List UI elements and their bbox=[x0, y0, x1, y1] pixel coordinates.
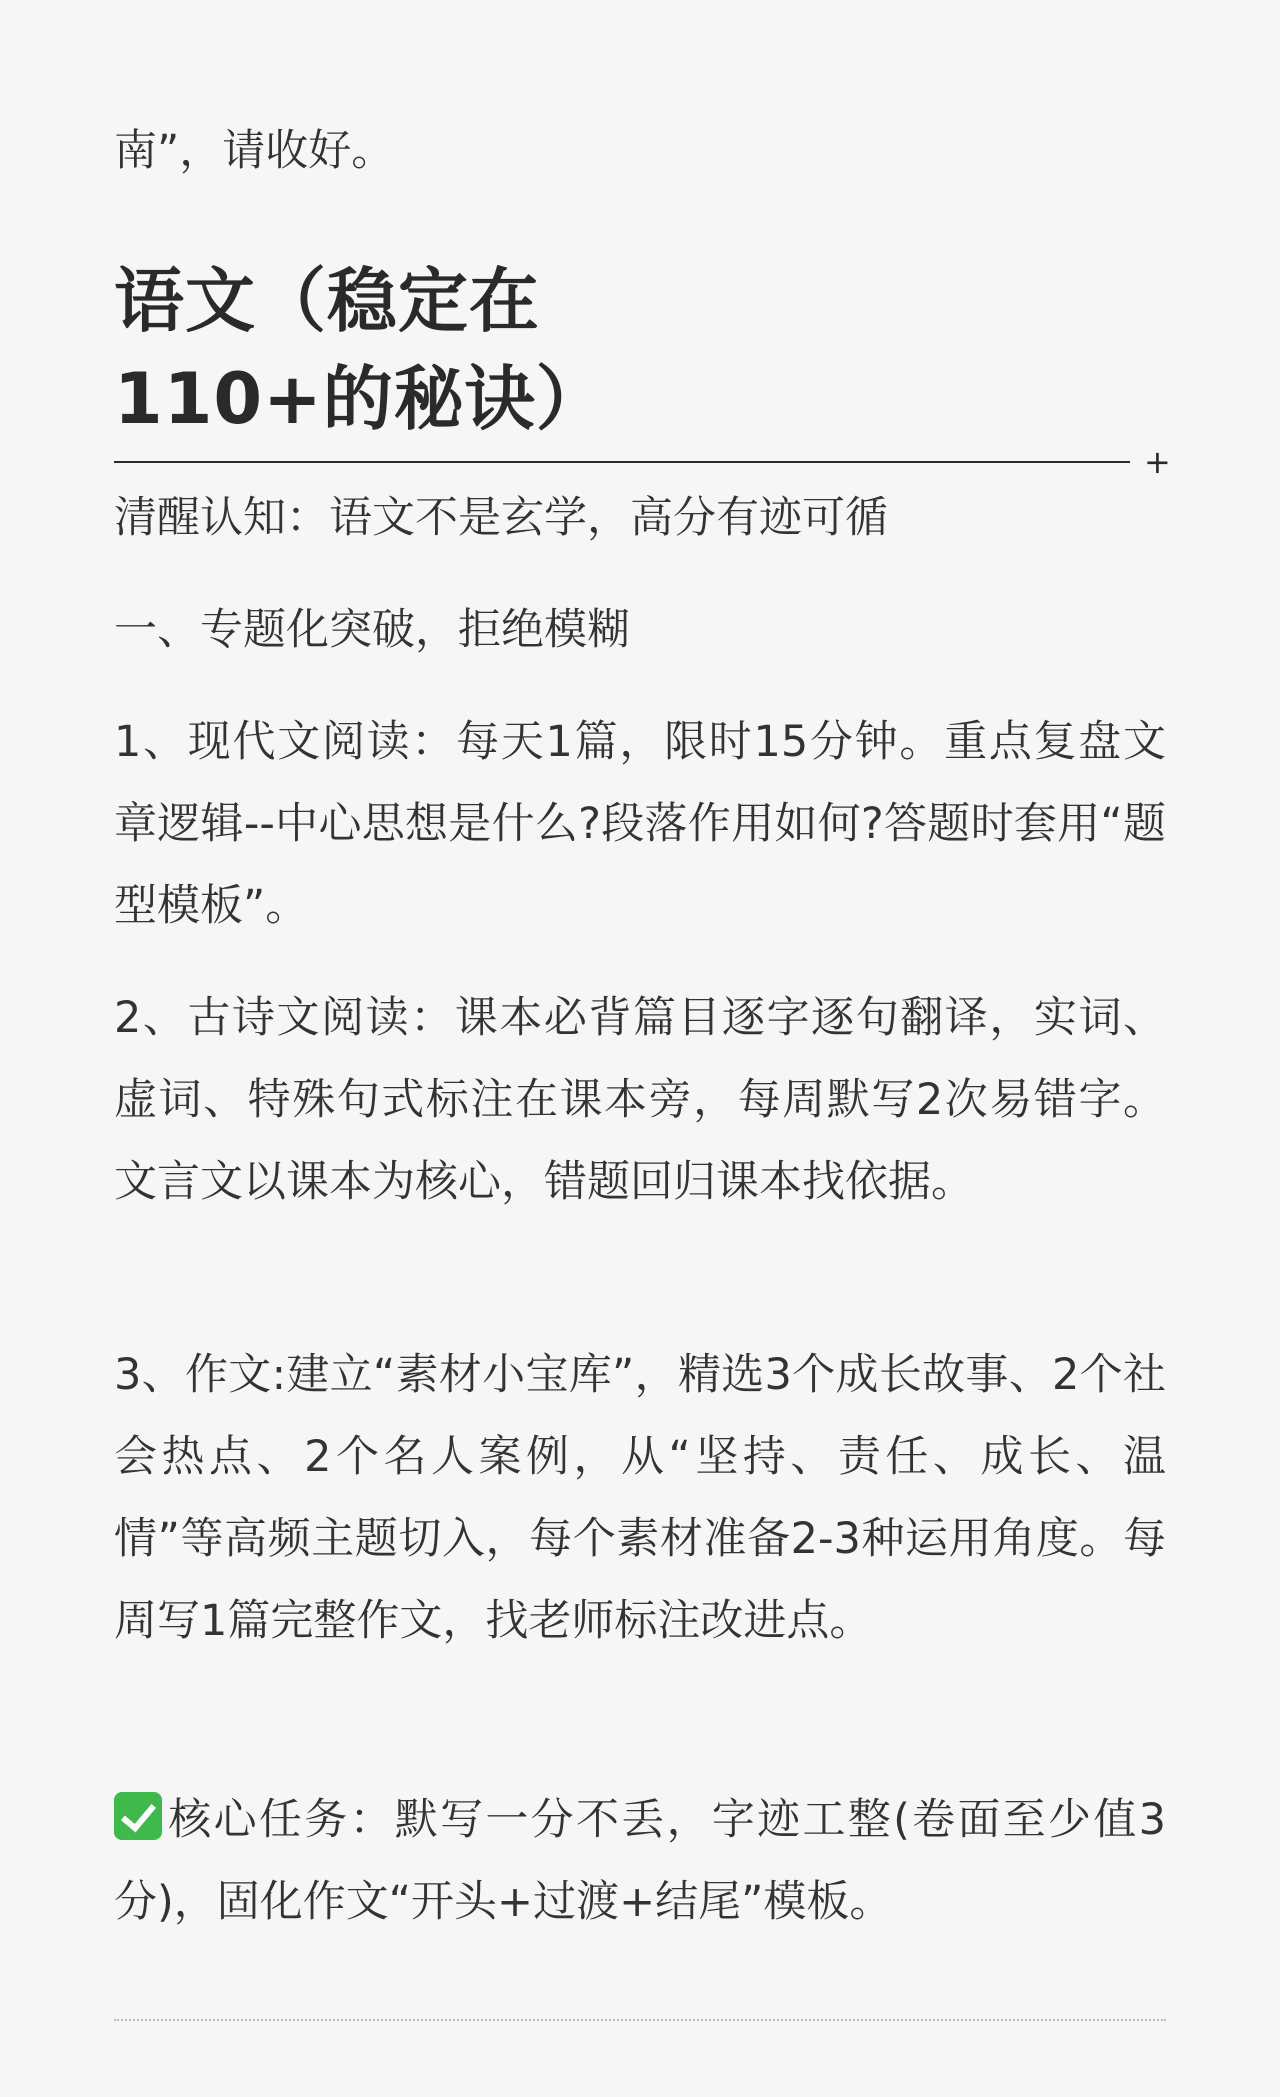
core-task-text: 核心任务：默写一分不丢，字迹工整(卷面至少值3分)，固化作文“开头+过渡+结尾”模板。 bbox=[114, 1795, 1166, 1927]
check-mark-icon bbox=[114, 1792, 162, 1840]
title-divider bbox=[114, 461, 1130, 463]
plus-icon: + bbox=[1144, 443, 1171, 481]
core-task bbox=[114, 1779, 1166, 1943]
list-item-classical: 2、古诗文阅读：课本必背篇目逐字逐句翻译，实词、虚词、特殊句式标注在课本旁，每周默写2次易错字。文言文以课本为核心，错题回归课本找依据。 bbox=[114, 993, 1166, 1207]
section-heading: 一、专题化突破，拒绝模糊 bbox=[114, 605, 630, 655]
intro-text: 南”，请收好。 bbox=[114, 126, 395, 176]
bottom-divider bbox=[114, 2019, 1166, 2021]
section-title bbox=[114, 252, 607, 448]
list-item-essay: 3、作文:建立“素材小宝库”，精选3个成长故事、2个社会热点、2个名人案例，从“坚持、责任、成长、温情”等高频主题切入，每个素材准备2-3种运用角度。每周写1篇完整作文，找老师标注改进点。 bbox=[114, 1350, 1166, 1646]
list-item-reading: 1、现代文阅读：每天1篇，限时15分钟。重点复盘文章逻辑--中心思想是什么?段落作用如何?答题时套用“题型模板”。 bbox=[114, 717, 1166, 931]
section-title-line-2: 110+的秘诀） bbox=[114, 358, 607, 440]
section-title-line-1: 语文（稳定在 bbox=[114, 260, 540, 342]
cognition-text: 清醒认知：语文不是玄学，高分有迹可循 bbox=[114, 493, 888, 543]
